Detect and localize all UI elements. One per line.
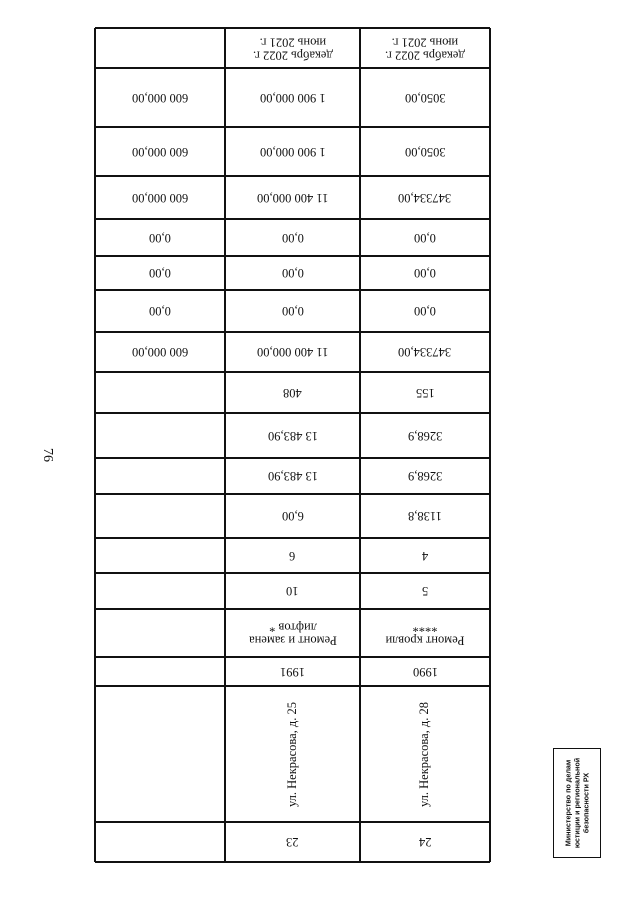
cell-value: 11 400 000,00 [256, 191, 329, 206]
column-header [225, 28, 360, 68]
cell-value: 600 000,00 [131, 345, 189, 360]
cell-value: 347334,00 [398, 191, 452, 206]
cell-value: 10 [286, 584, 299, 599]
table-cell [225, 127, 360, 176]
cell-value: 13 483,90 [267, 429, 318, 444]
cell-value: 23 [286, 835, 299, 850]
table-cell [95, 290, 225, 332]
stamp-line-2: юстиции и региональной [572, 757, 582, 849]
table-cell [360, 458, 490, 494]
cell-value: 1 900 000,00 [259, 145, 326, 160]
table-cell [225, 176, 360, 219]
cell-value: ул. Некрасова, д. 25 [284, 701, 299, 807]
cell-value: 4 [421, 549, 429, 564]
table-cell [225, 219, 360, 256]
table-cell [225, 458, 360, 494]
table-cell [95, 686, 225, 822]
table-cell [95, 372, 225, 413]
table-cell [225, 494, 360, 538]
stamp-line-3: безопасности РХ [581, 772, 591, 834]
header-line-1: июнь 2021 г. [259, 35, 326, 49]
table-cell [360, 538, 490, 573]
cell-value: 3050,00 [404, 91, 446, 106]
table-cell [360, 609, 490, 657]
table-cell [225, 822, 360, 862]
table-cell [360, 219, 490, 256]
table-cell [360, 413, 490, 458]
cell-value: 1138,8 [408, 509, 442, 524]
table-cell [225, 413, 360, 458]
ministry-stamp [553, 748, 601, 858]
table-cell [360, 256, 490, 290]
cell-value: 0,00 [281, 266, 304, 281]
cell-value: 408 [283, 386, 302, 401]
stamp-line-1: Министерство по делам [563, 759, 573, 847]
cell-value: 155 [415, 386, 435, 401]
table-cell [225, 573, 360, 609]
cell-value: Ремонт и замена лифтов * [248, 620, 337, 648]
cell-value: 0,00 [149, 304, 171, 319]
table-cell [225, 609, 360, 657]
header-line-2: декабрь 2022 г. [252, 48, 333, 63]
cell-value: 1 900 000,00 [259, 91, 326, 106]
table-cell [95, 68, 225, 127]
page-number: 76 [40, 448, 55, 462]
cell-value: 0,00 [414, 231, 436, 246]
cell-value: 5 [421, 584, 429, 599]
table-cell [95, 256, 225, 290]
table-cell [225, 372, 360, 413]
cell-value: 600 000,00 [131, 145, 189, 160]
table-cell [360, 372, 490, 413]
cell-value: 13 483,90 [267, 469, 318, 484]
cell-value: 6 [289, 549, 296, 564]
table-cell [95, 458, 225, 494]
cell-value: 24 [418, 835, 432, 850]
cell-value: 1991 [280, 665, 305, 680]
header-line-2: декабрь 2022 г. [385, 48, 465, 63]
table-cell [95, 573, 225, 609]
table-cell [360, 68, 490, 127]
cell-value: 347334,00 [398, 345, 452, 360]
table-cell [360, 822, 490, 862]
table-cell [95, 538, 225, 573]
table-cell [95, 609, 225, 657]
cell-value: 3050,00 [404, 145, 446, 160]
table-cell [225, 68, 360, 127]
cell-value: 600 000,00 [131, 191, 189, 206]
table-cell [360, 657, 490, 686]
table-cell [95, 657, 225, 686]
table-cell [360, 332, 490, 372]
table-cell [225, 332, 360, 372]
cell-value: 3268,9 [407, 429, 443, 444]
table-cell [225, 686, 360, 822]
cell-value: 1990 [412, 665, 438, 680]
cell-value: 0,00 [149, 266, 171, 281]
table-cell [360, 176, 490, 219]
table-cell [225, 657, 360, 686]
table-cell [225, 290, 360, 332]
header-line-1: июнь 2021 г. [391, 35, 459, 49]
table-cell [95, 822, 225, 862]
cell-value: 0,00 [281, 231, 304, 246]
table-cell [360, 290, 490, 332]
table-cell [95, 332, 225, 372]
table-cell [225, 256, 360, 290]
cell-value: Ремонт кровли **** [385, 620, 465, 648]
cell-value: 0,00 [149, 231, 171, 246]
table-cell [360, 686, 490, 822]
cell-value: 6,00 [281, 509, 304, 524]
table-cell [360, 127, 490, 176]
table-cell [360, 494, 490, 538]
table-cell [360, 573, 490, 609]
cell-value: 600 000,00 [131, 91, 189, 106]
cell-value: 3268,9 [407, 469, 443, 484]
table-cell [95, 413, 225, 458]
table-cell [225, 538, 360, 573]
table-cell [95, 127, 225, 176]
column-header [95, 28, 225, 68]
table-cell [95, 219, 225, 256]
cell-value: 11 400 000,00 [256, 345, 329, 360]
cell-value: 0,00 [414, 266, 436, 281]
table-cell [95, 176, 225, 219]
table-cell [95, 494, 225, 538]
cell-value: ул. Некрасова, д. 28 [417, 701, 432, 807]
column-header [360, 28, 490, 68]
cell-value: 0,00 [414, 304, 436, 319]
cell-value: 0,00 [281, 304, 304, 319]
